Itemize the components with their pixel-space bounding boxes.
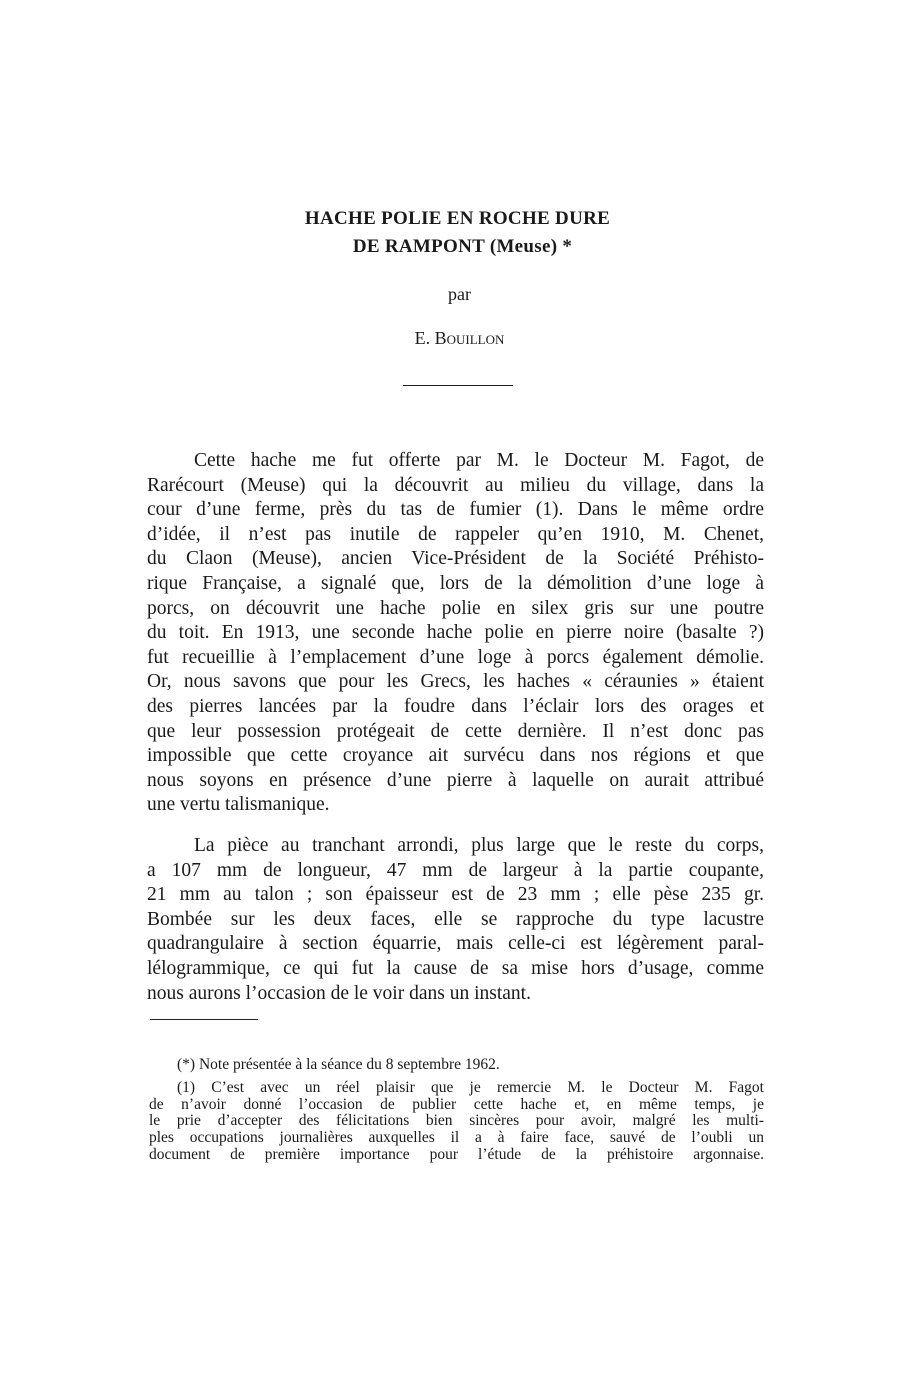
paragraph-line: lélogrammique, ce qui fut la cause de sa mise hors d’usage, comme bbox=[147, 957, 764, 979]
author-initial: E. bbox=[414, 328, 431, 348]
footnote-line: (*) Note présentée à la séance du 8 septembre 1962. bbox=[177, 1056, 500, 1073]
paragraph-line: du Claon (Meuse), ancien Vice-Président de la Société Préhisto- bbox=[147, 548, 764, 570]
author-name: Bouillon bbox=[434, 328, 505, 348]
paragraph-line: cour d’une ferme, près du tas de fumier (1). Dans le même ordre bbox=[147, 499, 764, 521]
paragraph-line: Bombée sur les deux faces, elle se rapproche du type lacustre bbox=[147, 908, 764, 930]
footnote-line: le prie d’accepter des félicitations bien sincères pour avoir, malgré les multi- bbox=[149, 1112, 764, 1130]
paragraph-line: des pierres lancées par la foudre dans l’éclair lors des orages et bbox=[147, 695, 764, 717]
author bbox=[2, 328, 915, 349]
paragraph-line: porcs, on découvrit une hache polie en silex gris sur une poutre bbox=[147, 597, 764, 619]
footnote-1 bbox=[149, 1080, 764, 1164]
paragraph-line: une vertu talismanique. bbox=[147, 794, 330, 816]
paragraph-2 bbox=[147, 834, 764, 1006]
paragraph-line: Cette hache me fut offerte par M. le Docteur M. Fagot, de bbox=[194, 450, 764, 471]
paragraph-line: Rarécourt (Meuse) qui la découvrit au milieu du village, dans la bbox=[147, 474, 764, 496]
byline-par: par bbox=[448, 284, 471, 304]
paragraph-line: Or, nous savons que pour les Grecs, les haches « céraunies » étaient bbox=[147, 671, 764, 693]
title-divider bbox=[403, 385, 513, 386]
paragraph-line: rique Française, a signalé que, lors de la démolition d’une loge à bbox=[147, 572, 764, 594]
footnote-divider bbox=[150, 1019, 258, 1020]
paragraph-line: a 107 mm de longueur, 47 mm de largeur à la partie coupante, bbox=[147, 859, 764, 881]
paragraph-line: 21 mm au talon ; son épaisseur est de 23 mm ; elle pèse 235 gr. bbox=[147, 884, 764, 906]
footnote-line: ples occupations journalières auxquelles il a à faire face, sauvé de l’oubli un bbox=[149, 1129, 764, 1147]
footnote-line: (1) C’est avec un réel plaisir que je remercie M. le Docteur M. Fagot bbox=[177, 1078, 764, 1096]
paragraph-line: impossible que cette croyance ait survécu dans nos régions et que bbox=[147, 745, 764, 767]
article-title-line-1: HACHE POLIE EN ROCHE DURE bbox=[304, 208, 611, 229]
paragraph-line: du toit. En 1913, une seconde hache polie en pierre noire (basalte ?) bbox=[147, 622, 764, 644]
paragraph-line: fut recueillie à l’emplacement d’une loge à porcs également démolie. bbox=[147, 646, 764, 668]
paragraph-line: d’idée, il n’est pas inutile de rappeler qu’en 1910, M. Chenet, bbox=[147, 523, 764, 545]
footnote-line: de n’avoir donné l’occasion de publier cette hache et, en même temps, je bbox=[149, 1095, 764, 1113]
article-title-line-2: DE RAMPONT (Meuse) * bbox=[352, 236, 573, 257]
paragraph-line: nous soyons en présence d’une pierre à laquelle on aurait attribué bbox=[147, 769, 764, 791]
paragraph-line: que leur possession protégeait de cette dernière. Il n’est donc pas bbox=[147, 720, 764, 742]
paragraph-line: La pièce au tranchant arrondi, plus large que le reste du corps, bbox=[194, 835, 764, 856]
footnote-star bbox=[149, 1057, 764, 1074]
paragraph-line: nous aurons l’occasion de le voir dans un instant. bbox=[147, 982, 531, 1004]
paragraph-1 bbox=[147, 449, 764, 818]
footnotes bbox=[149, 1057, 764, 1164]
paragraph-line: quadrangulaire à section équarrie, mais celle-ci est légèrement paral- bbox=[147, 933, 764, 955]
footnote-line: document de première importance pour l’étude de la préhistoire argonnaise. bbox=[149, 1145, 764, 1163]
